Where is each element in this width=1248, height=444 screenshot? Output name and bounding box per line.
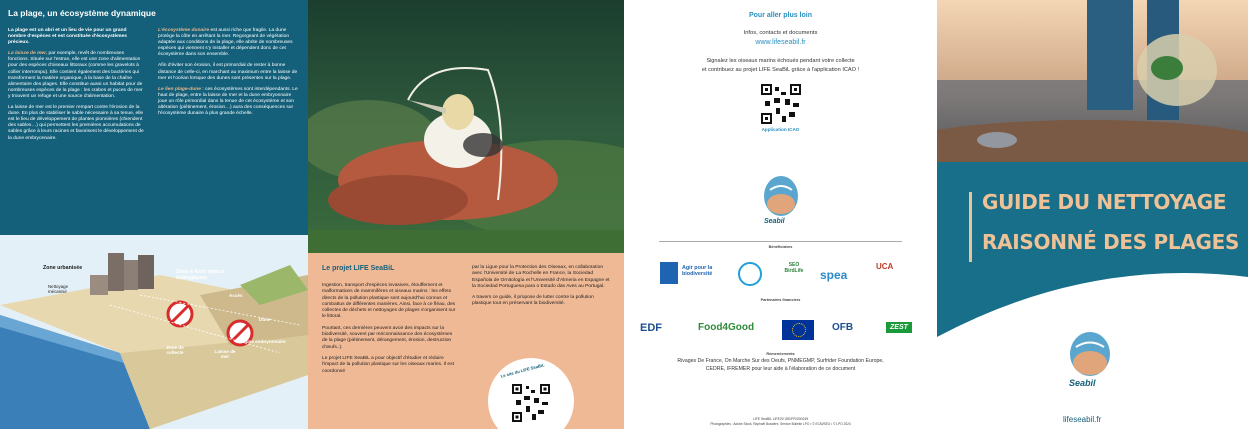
laisse-paragraph xyxy=(8,51,144,100)
volunteer-photo-graphic xyxy=(937,0,1248,162)
cover-title-line2: RAISONNÉ DES PLAGES xyxy=(982,230,1240,254)
ecosystem-col2 xyxy=(158,28,300,122)
app-label: Application ICAO xyxy=(761,127,800,132)
lien-paragraph xyxy=(158,87,300,117)
laisse-text: par exemple, revêt de nombreuses fonctions. Située sur l'estran, elle est une zone d'alimentation pour des espèces d'oiseaux littoraux (comme les gravelots à collier interrompu). Elle contient également des bactéries qui transforment la matière organique, à la base de la chaîne alimentaire des plages. Elle constitue aussi un habitat pour de nombreuses espèces de la plage : les crabes et puces de mer y trouvent un refuge et une source d'alimentation. xyxy=(8,51,143,99)
beneficiaires-label: Bénéficiaires xyxy=(768,245,793,249)
website-link[interactable]: www.lifeseabil.fr xyxy=(755,39,806,46)
life-p5: A travers ce guide, il propose de lutter contre la pollution plastique tout en préservant la biodiversité. xyxy=(472,295,594,307)
signal-line2: et contribuez au projet LIFE SeaBiL grâce à l'application ICAO ! xyxy=(701,67,860,73)
qr-badge-label: Le site du LIFE SeaBiL xyxy=(500,362,546,379)
cover-seabil-logo xyxy=(1067,330,1113,394)
label-zone-collecte: Zone de collecte xyxy=(166,345,184,355)
cover-logo-text: Seabil xyxy=(1069,378,1096,388)
fin-edf: EDF xyxy=(640,322,662,334)
life-p1: Ingestion, transport d'espèces invasives, étouffement et malformations de mammifères et oiseaux marins : les effets directs de la pollution plastique sont aujourd'hui connus et combattus de différentes manières. Ainsi, face à ce fléau, des collectes de déchets et nettoyages de plages s'organisent sur le littoral. xyxy=(322,283,456,320)
cover-url[interactable]: lifeseabil.fr xyxy=(1063,415,1102,424)
gannet-photo-graphic xyxy=(308,0,624,253)
signal-line1: Signalez les oiseaux marins échoués pendant votre collecte xyxy=(706,58,855,64)
life-p3: Le projet LIFE SeaBiL a pour objectif d'étudier et réduire l'impact de la pollution plastique sur les oiseaux marins. Il est coordonné xyxy=(322,355,454,374)
qr-code-icon[interactable] xyxy=(512,384,550,422)
rempart-paragraph: La laisse de mer est le premier rempart contre l'érosion de la dune. En plus de stabiliser le sable nécessaire à sa tenue, elle est le lieu de développement de plantes pionnières (chiendent des sables…) qui permettent les premières accumulations de sables grâce à leurs racines et favorisent le développement de la dune embryonnaire. xyxy=(8,105,144,141)
life-p2: Pourtant, ces dernières peuvent avoir des impacts sur la biodiversité, souvent par méconnaissance des écosystèmes de la plage (piétinement, dérangement, érosion, destruction d'œufs..). xyxy=(322,325,453,350)
u-la-rochelle-logo-icon xyxy=(738,262,762,286)
info-text: Infos, contacts et documents xyxy=(743,30,818,36)
benef-seo: SEO BirdLife xyxy=(784,262,804,274)
label-dune-embryonnaire: Dune embryonnaire xyxy=(242,339,286,344)
laisse-em: La laisse de mer, xyxy=(8,51,48,57)
life-col1 xyxy=(322,283,456,380)
remerciements-label: Remerciements xyxy=(766,352,795,356)
fin-food4good: Food4Good xyxy=(698,322,755,333)
seabil-logo-icon xyxy=(762,174,800,218)
financeurs-label: Partenaires financiers xyxy=(760,298,801,302)
further-heading: Pour aller plus loin xyxy=(748,12,812,19)
benef-spea: spea xyxy=(820,268,848,282)
life-project-panel xyxy=(308,253,624,429)
volunteer-photo xyxy=(937,0,1248,162)
cover-title-line1: GUIDE DU NETTOYAGE xyxy=(982,190,1227,214)
ecosystem-title: La plage, un écosystème dynamique xyxy=(8,8,156,18)
erosion-paragraph: Afin d'éviter son érosion, il est primordial de rester à bonne distance de celle-ci, en marchant au maximum entre la laisse de mer et l'océan lorsque des dunes sont présentes sur la plage. xyxy=(158,63,298,81)
cover-panel xyxy=(937,162,1248,429)
lien-text: : ces écosystèmes sont interdépendants. Le haut de plage, entre la laisse de mer et la dune embryonnaire joue un rôle primordial dans la tenue de cet écosystème et son altération (piétinement, érosion…) aura des conséquences sur l'écosystème dunaire à plus grande échelle. xyxy=(158,86,298,117)
credit-line1: LIFE SeaBiL LIFE20 GIE/FR/000249 xyxy=(752,417,809,421)
cover-seabil-logo-icon xyxy=(1067,330,1113,378)
qr-badge xyxy=(488,358,574,444)
thanks-line2: CEDRE, IFREMER pour leur aide à l'élaboration de ce document xyxy=(705,366,856,372)
fin-ofb: OFB xyxy=(832,322,854,333)
dunaire-em: L'écosystème dunaire xyxy=(158,28,210,33)
life-col2 xyxy=(472,265,614,313)
divider xyxy=(659,241,902,242)
ecosystem-col1 xyxy=(8,28,144,147)
benef-lpo: Agir pour la biodiversité xyxy=(682,265,713,277)
credit-line2: Photographies : Adobe Stock, Raphaël Bussière, Service Bulletin LPO • © ECM/SEO • © LPO 2024 xyxy=(710,422,851,426)
seabil-logo-text: Seabil xyxy=(764,218,785,225)
beach-illustration xyxy=(0,235,308,429)
fin-zest: ZEST xyxy=(886,322,912,333)
label-zone-urbanisee: Zone urbanisée xyxy=(43,265,83,271)
label-laisse: Laisse de mer xyxy=(214,349,236,359)
life-p4: par la Ligue pour la Protection des Oiseaux, en collaboration avec l'Université de La Rochelle en France, la Sociedad Española de Ornitología et l'Université d'Almeria en Espagne et la Sociedad Portuguesa para o Estudo das Aves au Portugal. xyxy=(472,265,610,289)
lien-em: Le lien plage-dune xyxy=(158,86,201,92)
life-title: Le projet LIFE SeaBiL xyxy=(322,265,395,272)
dunaire-paragraph xyxy=(158,28,300,58)
label-zone-enjeux: Zone à forts enjeux écologiques xyxy=(176,269,225,281)
lpo-logo-icon xyxy=(660,262,678,284)
icao-qr-icon[interactable] xyxy=(761,84,801,124)
benef-uca: UCA xyxy=(876,262,894,271)
label-nettoyage: Nettoyage mécanisé xyxy=(48,284,69,294)
label-dune: Dune xyxy=(259,317,271,322)
label-acces: Accès xyxy=(229,293,243,298)
resources-panel xyxy=(624,0,937,429)
dunaire-text: est aussi riche que fragile. La dune protège la côte en arrêtant la mer. Regorgeant de végétation adaptée aux conditions de la plage, elle abrite de nombreuses espèces qui viennent s'y installer et dépendent donc de cet écosystème dans son ensemble. xyxy=(158,28,293,58)
eu-flag-icon xyxy=(782,320,814,340)
gannet-photo xyxy=(308,0,624,253)
ecosystem-panel xyxy=(0,0,308,235)
title-accent-bar xyxy=(969,192,972,262)
thanks-line1: Rivages De France, On Marche Sur des Oeufs, PNMEGMP, Surfrider Foundation Europe, xyxy=(677,358,884,364)
ecosystem-intro: La plage est un abri et un lieu de vie pour un grand nombre d'espèces et est constituée d'écosystèmes précieux. xyxy=(8,28,127,46)
seabil-logo xyxy=(762,174,800,226)
